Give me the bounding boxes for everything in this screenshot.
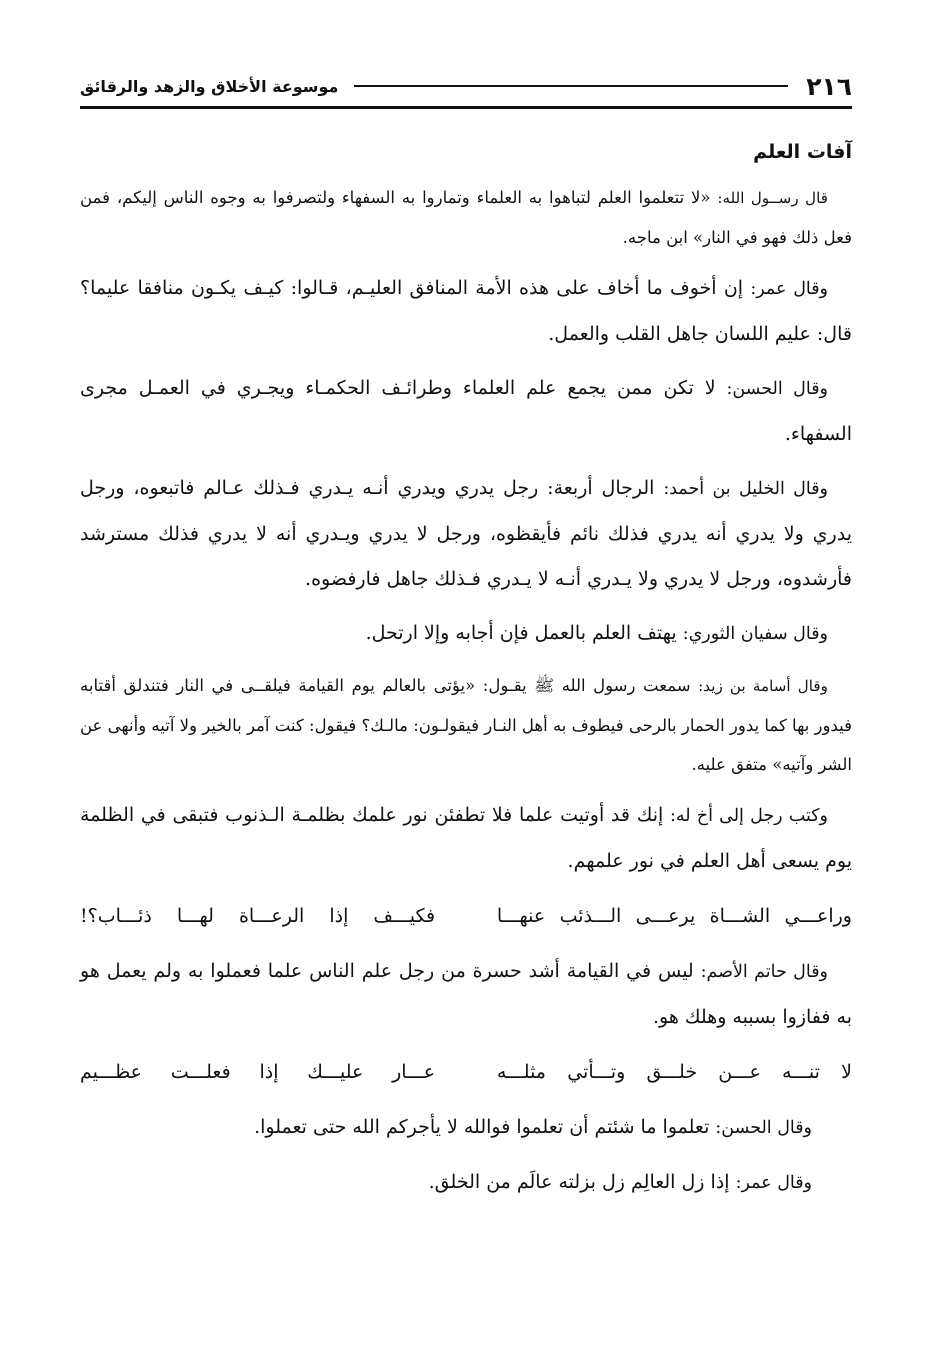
paragraph-speaker: وقال حاتم الأصم: xyxy=(700,962,828,982)
poem-verse-2 xyxy=(80,1049,852,1095)
paragraph-text: إنك قد أوتيت علما فلا تطفئن نور علمك بظلمـة الـذنوب فتبقى في الظلمة يوم يسعى أهل العلم في نور علمهم. xyxy=(80,804,852,872)
paragraph-text: سمعت رسول الله ﷺ يقـول: «يؤتى بالعالم يوم القيامة فيلقــى في النار فتندلق أقتابه فيدور بها كما يدور الحمار بالرحى فيطوف به أهل النـار فيقولـون: مالـك؟ فيقول: كنت آمر بالخير ولا آتيه وأنهى عن الشر وآتيه» متفق عليه. xyxy=(80,676,852,774)
page-number: ٢١٦ xyxy=(806,71,852,101)
paragraph-umar xyxy=(80,266,852,357)
paragraph-text: «لا تتعلموا العلم لتباهوا به العلماء وتماروا به السفهاء ولتصرفوا به وجوه الناس إليكم، فمن فعل ذلك فهو في النار» ابن ماجه. xyxy=(80,188,852,247)
paragraph-usama xyxy=(80,666,852,784)
book-title: موسوعة الأخلاق والزهد والرقائق xyxy=(80,76,339,96)
paragraph-text: إن أخوف ما أخاف على هذه الأمة المنافق العليـم، قـالوا: كيـف يكـون منافقا عليما؟ قال: عليم اللسان جاهل القلب والعمل. xyxy=(80,277,852,345)
paragraph-hasan xyxy=(80,366,852,457)
verse-second-hemistich: عـــار عليـــك إذا فعلـــت عظـــيم xyxy=(80,1061,436,1083)
poem-verse-1 xyxy=(80,893,852,939)
header-rule xyxy=(354,85,788,87)
paragraph-hadith-1 xyxy=(80,178,852,257)
verse-first-hemistich: لا تنـــه عـــن خلـــق وتـــأتي مثلـــه xyxy=(496,1061,852,1083)
paragraph-text: يهتف العلم بالعمل فإن أجابه وإلا ارتحل. xyxy=(365,622,683,644)
section-title: آفات العلم xyxy=(753,141,852,163)
paragraph-umar-2 xyxy=(80,1160,852,1206)
running-header xyxy=(80,66,852,109)
paragraph-speaker: قال رســول الله: xyxy=(717,189,828,207)
paragraph-speaker: وقال الحسن: xyxy=(715,1118,812,1138)
paragraph-speaker: وكتب رجل إلى أخ له: xyxy=(670,806,828,826)
paragraph-khalil xyxy=(80,466,852,602)
paragraph-speaker: وقال أسامة بن زيد: xyxy=(698,677,828,695)
paragraph-text: تعلموا ما شئتم أن تعلموا فوالله لا يأجركم الله حتى تعملوا. xyxy=(254,1116,716,1138)
paragraph-speaker: وقال عمر: xyxy=(735,1173,812,1193)
paragraph-sufyan xyxy=(80,611,852,657)
paragraph-speaker: وقال عمر: xyxy=(750,279,828,299)
paragraph-speaker: وقال سفيان الثوري: xyxy=(682,624,828,644)
page-body xyxy=(80,134,852,1215)
verse-first-hemistich: وراعـــي الشـــاة يرعـــى الـــذئب عنهـــا xyxy=(496,905,852,927)
paragraph-text: إذا زل العالِم زل بزلته عالَم من الخلق. xyxy=(428,1171,736,1193)
paragraph-hasan-2 xyxy=(80,1105,852,1151)
paragraph-text: لا تكن ممن يجمع علم العلماء وطرائـف الحكمـاء ويجـري في العمـل مجرى السفهاء. xyxy=(80,377,852,445)
paragraph-letter xyxy=(80,793,852,884)
paragraph-text: الرجال أربعة: رجل يدري ويدري أنـه يـدري فـذلك عـالم فاتبعوه، ورجل يدري ولا يدري أنه يدري فذلك نائم فأيقظوه، ورجل لا يدري ويـدري أنه لا يدري فذلك مسترشد فأرشدوه، ورجل لا يدري ولا يـدري أنـه لا يـدري فـذلك جاهل فارفضوه. xyxy=(80,477,852,590)
paragraph-speaker: وقال الخليل بن أحمد: xyxy=(663,479,828,499)
paragraph-text: ليس في القيامة أشد حسرة من رجل علم الناس علما فعملوا به ولم يعمل هو به ففازوا بسببه وهلك هو. xyxy=(80,960,852,1028)
paragraph-hatim xyxy=(80,949,852,1040)
paragraph-speaker: وقال الحسن: xyxy=(726,379,828,399)
verse-second-hemistich: فكيـــف إذا الرعـــاة لهـــا ذئـــاب؟! xyxy=(80,905,436,927)
